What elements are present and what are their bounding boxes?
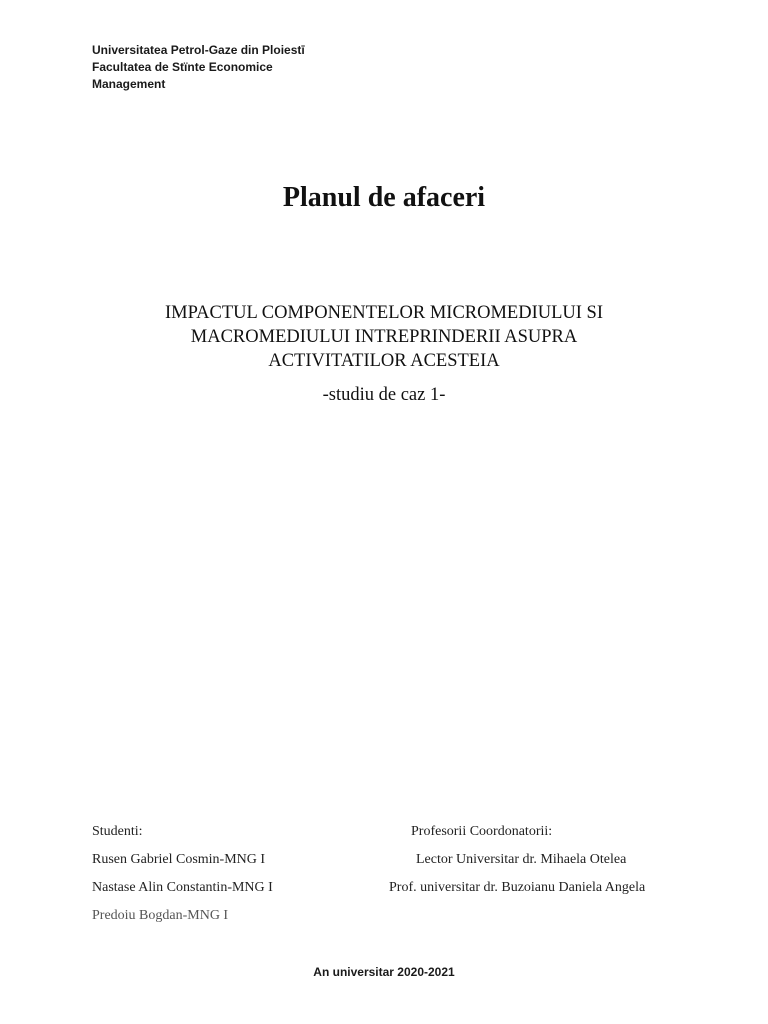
coordinator-name: Lector Universitar dr. Mihaela Otelea — [416, 852, 627, 867]
institution-header — [92, 42, 305, 93]
coordinators-label: Profesorii Coordonatorii: — [411, 824, 553, 839]
student-name: Rusen Gabriel Cosmin-MNG I — [92, 852, 266, 867]
academic-year: An universitar 2020-2021 — [313, 965, 455, 979]
document-title: Planul de afaceri — [282, 182, 486, 213]
coordinator-name: Prof. universitar dr. Buzoianu Daniela Angela — [389, 880, 646, 895]
subtitle-line-2: MACROMEDIULUI INTREPRINDERII ASUPRA — [190, 327, 578, 347]
subtitle-line-1: IMPACTUL COMPONENTELOR MICROMEDIULUI SI — [164, 303, 604, 323]
university-name: Universitatea Petrol-Gaze din Ploiestī — [92, 43, 305, 57]
student-name: Nastase Alin Constantin-MNG I — [92, 880, 273, 895]
case-study-label: -studiu de caz 1- — [322, 385, 446, 405]
students-label: Studenti: — [92, 824, 143, 839]
subtitle-line-3: ACTIVITATILOR ACESTEIA — [268, 351, 500, 371]
faculty-name: Facultatea de Stïnte Economice — [92, 60, 273, 74]
document-subtitle — [84, 301, 684, 373]
student-name: Predoiu Bogdan-MNG I — [92, 908, 229, 923]
department-name: Management — [92, 77, 166, 91]
